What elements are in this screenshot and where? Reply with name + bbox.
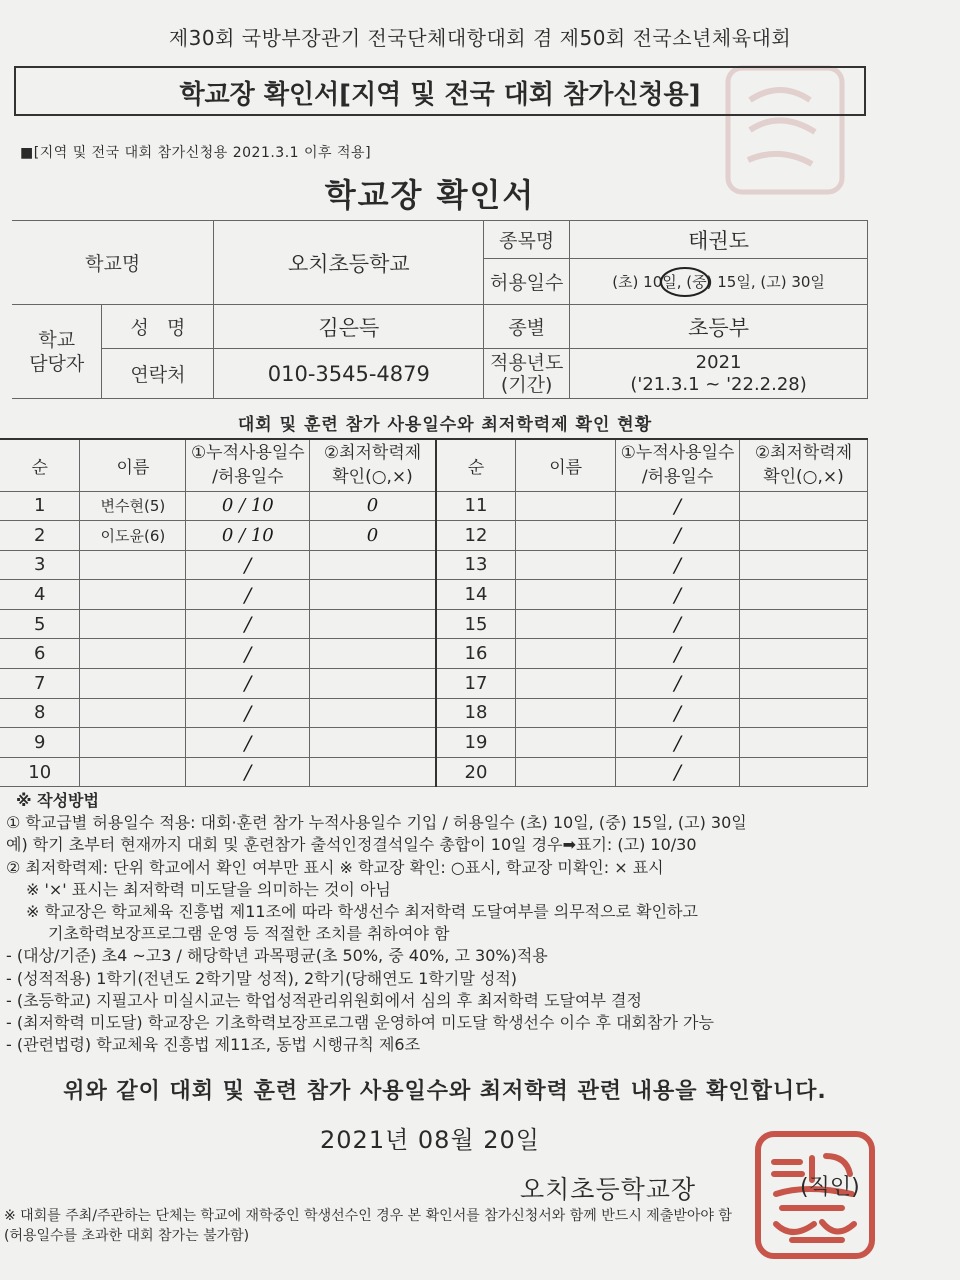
- apply-year: 2021: [695, 351, 742, 373]
- student-name: [80, 757, 186, 787]
- confirmation-statement: 위와 같이 대회 및 훈련 참가 사용일수와 최저학력 관련 내용을 확인합니다.: [63, 1079, 827, 1104]
- used-days: /: [186, 580, 310, 610]
- student-name: [516, 757, 616, 787]
- row-number: 15: [436, 609, 516, 639]
- table-row: [0, 728, 868, 758]
- name-label: 성 명: [102, 305, 214, 349]
- staff-label: 학교 담당자: [12, 305, 102, 399]
- academic-check: [740, 728, 868, 758]
- row-number: 18: [436, 698, 516, 728]
- student-name: [80, 550, 186, 580]
- table-row: [0, 669, 868, 699]
- used-days: /: [616, 550, 740, 580]
- status-title: 대회 및 훈련 참가 사용일수와 최저학력제 확인 현황: [237, 415, 653, 435]
- student-name: [516, 698, 616, 728]
- academic-check: [740, 550, 868, 580]
- used-days: /: [616, 757, 740, 787]
- student-name: [516, 728, 616, 758]
- academic-check: 0: [310, 521, 436, 551]
- academic-check: [740, 580, 868, 610]
- student-name: [516, 669, 616, 699]
- row-number: 10: [0, 757, 80, 787]
- apply-year-label: 적용년도 (기간): [484, 349, 570, 399]
- table-row: [0, 521, 868, 551]
- row-number: 4: [0, 580, 80, 610]
- instruction-line: - (초등학교) 지필고사 미실시교는 학업성적관리위원회에서 심의 후 최저학력 도달여부 결정: [6, 990, 642, 1010]
- row-number: 12: [436, 521, 516, 551]
- header-no: 순: [0, 439, 80, 491]
- student-name: [80, 639, 186, 669]
- table-row: [0, 580, 868, 610]
- row-number: 19: [436, 728, 516, 758]
- school-value: 오치초등학교: [214, 221, 484, 305]
- header-check: ②최저학력제 확인(○,×): [740, 439, 868, 491]
- student-name: 변수현(5): [80, 491, 186, 521]
- instruction-line: - (성적적용) 1학기(전년도 2학기말 성적), 2학기(당해연도 1학기말 성적): [6, 968, 518, 988]
- student-name: [516, 580, 616, 610]
- sport-value: 태권도: [570, 221, 868, 259]
- academic-check: [310, 698, 436, 728]
- apply-period: ('21.3.1 ~ '22.2.28): [630, 373, 807, 395]
- academic-check: [310, 669, 436, 699]
- allowed-days-value: [570, 259, 868, 305]
- student-name: [80, 580, 186, 610]
- instruction-line: - (관련법령) 학교체육 진흥법 제11조, 동법 시행규칙 제6조: [6, 1035, 421, 1055]
- academic-check: [310, 639, 436, 669]
- table-row: [0, 550, 868, 580]
- academic-check: [310, 757, 436, 787]
- division-value: 초등부: [570, 305, 868, 349]
- instructions-heading: ※ 작성방법: [16, 791, 99, 810]
- apply-year-value: [570, 349, 868, 399]
- footnote: [4, 1206, 732, 1246]
- student-name: [516, 609, 616, 639]
- academic-check: [310, 550, 436, 580]
- used-days: 0 / 10: [186, 521, 310, 551]
- row-number: 2: [0, 521, 80, 551]
- instructions: [6, 790, 747, 1056]
- instruction-line: ② 최저학력제: 단위 학교에서 확인 여부만 표시 ※ 학교장 확인: ○표시, 학교장 미확인: × 표시: [6, 857, 664, 877]
- header-days: ①누적사용일수 /허용일수: [186, 439, 310, 491]
- row-number: 9: [0, 728, 80, 758]
- row-number: 8: [0, 698, 80, 728]
- student-name: [516, 521, 616, 551]
- instruction-line: ※ 학교장은 학교체육 진흥법 제11조에 따라 학생선수 최저학력 도달여부를 의무적으로 확인하고: [26, 902, 698, 922]
- academic-check: [740, 491, 868, 521]
- used-days: /: [186, 728, 310, 758]
- student-name: [516, 639, 616, 669]
- used-days: /: [616, 580, 740, 610]
- document-title: 학교장 확인서: [324, 176, 536, 214]
- applies-note: ■[지역 및 전국 대회 참가신청용 2021.3.1 이후 적용]: [20, 145, 372, 161]
- academic-check: [740, 521, 868, 551]
- used-days: /: [616, 639, 740, 669]
- academic-check: [740, 639, 868, 669]
- used-days: /: [616, 728, 740, 758]
- academic-check: [740, 698, 868, 728]
- used-days: /: [616, 491, 740, 521]
- used-days: /: [186, 757, 310, 787]
- header-check: ②최저학력제 확인(○,×): [310, 439, 436, 491]
- instruction-line: 기초학력보장프로그램 운영 등 적절한 조치를 취하여야 함: [48, 924, 450, 944]
- instruction-line: ① 학교급별 허용일수 적용: 대회·훈련 참가 누적사용일수 기입 / 허용일수 (초) 10일, (중) 15일, (고) 30일: [6, 813, 747, 833]
- used-days: /: [186, 609, 310, 639]
- used-days: /: [186, 639, 310, 669]
- student-name: [80, 669, 186, 699]
- instruction-line: ※ '×' 표시는 최저학력 미도달을 의미하는 것이 아님: [26, 879, 391, 899]
- table-row: [0, 698, 868, 728]
- row-number: 13: [436, 550, 516, 580]
- principal-title: 오치초등학교장: [520, 1175, 697, 1204]
- row-number: 3: [0, 550, 80, 580]
- seal-label: (직인): [800, 1175, 860, 1200]
- row-number: 6: [0, 639, 80, 669]
- allowed-days-label: 허용일수: [484, 259, 570, 305]
- used-days: /: [186, 669, 310, 699]
- academic-check: [310, 609, 436, 639]
- instruction-line: 예) 학기 초부터 현재까지 대회 및 훈련참가 출석인정결석일수 총합이 10일 경우➡표기: (고) 10/30: [6, 835, 697, 855]
- table-row: [0, 639, 868, 669]
- used-days: /: [616, 609, 740, 639]
- header-name: 이름: [80, 439, 186, 491]
- footnote-line: (허용일수를 초과한 대회 참가는 불가함): [4, 1228, 250, 1244]
- table-row: [0, 609, 868, 639]
- student-name: 이도윤(6): [80, 521, 186, 551]
- academic-check: [740, 757, 868, 787]
- row-number: 17: [436, 669, 516, 699]
- name-value: 김은득: [214, 305, 484, 349]
- academic-check: [740, 669, 868, 699]
- row-number: 20: [436, 757, 516, 787]
- used-days: /: [616, 521, 740, 551]
- student-name: [516, 550, 616, 580]
- used-days: 0 / 10: [186, 491, 310, 521]
- contact-label: 연락처: [102, 349, 214, 399]
- used-days: /: [616, 669, 740, 699]
- row-number: 1: [0, 491, 80, 521]
- student-name: [516, 491, 616, 521]
- usage-status-table: [0, 438, 868, 787]
- table-row: [0, 491, 868, 521]
- allowed-days-text: (초) 10일, (중) 15일, (고) 30일: [612, 273, 825, 291]
- event-title: 제30회 국방부장관기 전국단체대항대회 겸 제50회 전국소년체육대회: [168, 26, 792, 50]
- table-row: [0, 757, 868, 787]
- school-label: 학교명: [12, 221, 214, 305]
- title-banner: 학교장 확인서[지역 및 전국 대회 참가신청용]: [179, 80, 701, 110]
- academic-check: [310, 580, 436, 610]
- contact-value: 010-3545-4879: [214, 349, 484, 399]
- footnote-line: ※ 대회를 주최/주관하는 단체는 학교에 재학중인 학생선수인 경우 본 확인서를 참가신청서와 함께 반드시 제출받아야 함: [4, 1208, 732, 1224]
- used-days: /: [616, 698, 740, 728]
- row-number: 7: [0, 669, 80, 699]
- row-number: 11: [436, 491, 516, 521]
- row-number: 5: [0, 609, 80, 639]
- header-name: 이름: [516, 439, 616, 491]
- sport-label: 종목명: [484, 221, 570, 259]
- student-name: [80, 609, 186, 639]
- school-info-table: [12, 220, 868, 399]
- student-name: [80, 728, 186, 758]
- instruction-line: - (최저학력 미도달) 학교장은 기초학력보장프로그램 운영하여 미도달 학생선수 이수 후 대회참가 가능: [6, 1013, 714, 1033]
- academic-check: [740, 609, 868, 639]
- document-date: 2021년 08월 20일: [320, 1126, 540, 1154]
- division-label: 종별: [484, 305, 570, 349]
- used-days: /: [186, 550, 310, 580]
- used-days: /: [186, 698, 310, 728]
- instruction-line: - (대상/기준) 초4 ~고3 / 해당학년 과목평균(초 50%, 중 40%, 고 30%)적용: [6, 946, 548, 966]
- student-name: [80, 698, 186, 728]
- row-number: 14: [436, 580, 516, 610]
- handwritten-circle-mark: [658, 265, 712, 299]
- row-number: 16: [436, 639, 516, 669]
- header-days: ①누적사용일수 /허용일수: [616, 439, 740, 491]
- academic-check: 0: [310, 491, 436, 521]
- header-no: 순: [436, 439, 516, 491]
- academic-check: [310, 728, 436, 758]
